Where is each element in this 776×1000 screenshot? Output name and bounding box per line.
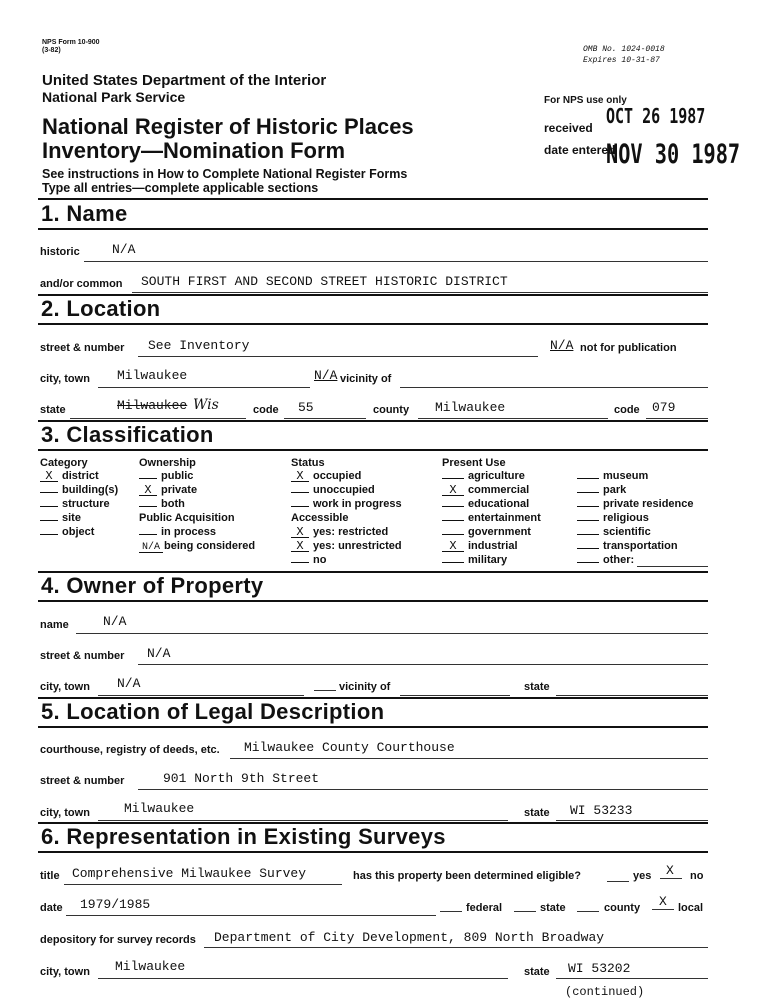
checkbox-row[interactable]: X private [139, 484, 197, 496]
field-line [230, 758, 708, 759]
section-rule [38, 198, 708, 200]
expires-date: Expires 10-31-87 [583, 56, 660, 65]
service-name: National Park Service [42, 89, 186, 105]
field-line [70, 418, 246, 419]
field-line [514, 911, 536, 912]
eligible-question-label: has this property been determined eligible? [353, 870, 581, 882]
depository-state-value: WI 53202 [568, 961, 631, 976]
owner-name-label: name [40, 619, 69, 631]
owner-state-label: state [524, 681, 550, 693]
vicinity-label: vicinity of [340, 373, 392, 385]
checkbox-row[interactable]: other: [577, 554, 634, 566]
owner-street-value: N/A [147, 646, 171, 661]
vicinity-value: N/A [314, 368, 338, 383]
present-use-heading: Present Use [442, 457, 506, 469]
section-rule [38, 851, 708, 853]
checkbox-row[interactable]: N/A being considered [139, 540, 255, 553]
county-code-value: 079 [652, 400, 676, 415]
legal-street-value: 901 North 9th Street [163, 771, 320, 786]
public-acquisition-heading: Public Acquisition [139, 512, 235, 524]
common-name-value: SOUTH FIRST AND SECOND STREET HISTORIC DISTRICT [141, 274, 508, 289]
field-line [418, 418, 608, 419]
checkbox-row[interactable]: museum [577, 470, 648, 482]
field-line [98, 695, 304, 696]
field-line [400, 387, 708, 388]
checkbox-row[interactable]: site [40, 512, 81, 524]
common-name-label: and/or common [40, 278, 123, 290]
checkbox-row[interactable]: X commercial [442, 484, 529, 496]
field-line [138, 789, 708, 790]
checkbox-row[interactable]: agriculture [442, 470, 525, 482]
depository-city-label: city, town [40, 966, 90, 978]
field-line [64, 884, 342, 885]
survey-date-value: 1979/1985 [80, 897, 151, 912]
date-entered-stamp: NOV 30 1987 [606, 139, 741, 170]
section-6-title: 6. Representation in Existing Surveys [41, 824, 446, 849]
owner-vicinity-label: vicinity of [339, 681, 391, 693]
county-value: Milwaukee [435, 400, 506, 415]
location-city-value: Milwaukee [117, 368, 188, 383]
owner-name-value: N/A [103, 614, 127, 629]
accessible-heading: Accessible [291, 512, 349, 524]
checkbox-row[interactable]: structure [40, 498, 110, 510]
status-heading: Status [291, 457, 325, 469]
field-line [646, 418, 708, 419]
section-rule [38, 228, 708, 230]
location-state-value: Milwaukee [117, 398, 188, 413]
field-line [607, 881, 629, 882]
section-rule [38, 449, 708, 451]
date-entered-label: date entered [544, 143, 616, 157]
field-line [284, 418, 366, 419]
level-state-label: state [540, 902, 566, 914]
state-handwritten: Wis [193, 397, 219, 413]
section-2-title: 2. Location [41, 296, 161, 321]
field-line [132, 292, 708, 293]
field-line [98, 387, 310, 388]
received-stamp: OCT 26 1987 [606, 104, 706, 128]
checkbox-row[interactable]: government [442, 526, 531, 538]
depository-city-value: Milwaukee [115, 959, 186, 974]
form-title-line-1: National Register of Historic Places [42, 114, 414, 139]
field-line [440, 911, 462, 912]
section-5-title: 5. Location of Legal Description [41, 699, 385, 724]
eligible-no-label: no [690, 870, 704, 882]
field-line [76, 633, 708, 634]
legal-city-label: city, town [40, 807, 90, 819]
form-number: NPS Form 10-900 [42, 39, 100, 46]
checkbox-row[interactable]: park [577, 484, 626, 496]
county-label: county [373, 404, 410, 416]
section-rule [38, 600, 708, 602]
courthouse-label: courthouse, registry of deeds, etc. [40, 744, 220, 756]
checkbox-row[interactable]: entertainment [442, 512, 541, 524]
checkbox-row[interactable]: building(s) [40, 484, 118, 496]
field-line [556, 978, 708, 979]
nps-use-label: For NPS use only [544, 95, 627, 106]
department-name: United States Department of the Interior [42, 72, 327, 89]
checkbox-row[interactable]: work in progress [291, 498, 402, 510]
eligible-no-mark[interactable]: X [666, 863, 674, 878]
checkbox-row[interactable]: public [139, 470, 193, 482]
form-title-line-2: Inventory—Nomination Form [42, 138, 346, 163]
field-line [577, 911, 599, 912]
owner-city-value: N/A [117, 676, 141, 691]
checkbox-row[interactable]: X district [40, 470, 99, 482]
section-rule [38, 726, 708, 728]
field-line [66, 915, 436, 916]
owner-street-label: street & number [40, 650, 125, 662]
legal-state-label: state [524, 807, 550, 819]
survey-date-label: date [40, 902, 63, 914]
category-heading: Category [40, 457, 88, 469]
level-local-mark[interactable]: X [659, 894, 667, 909]
level-local-label: local [678, 902, 704, 914]
legal-state-value: WI 53233 [570, 803, 633, 818]
depository-label: depository for survey records [40, 934, 196, 946]
checkbox-row[interactable]: scientific [577, 526, 651, 538]
continued-note: (continued) [565, 985, 645, 999]
field-line [556, 820, 708, 821]
section-4-title: 4. Owner of Property [41, 573, 264, 598]
field-line [400, 695, 510, 696]
depository-value: Department of City Development, 809 North Broadway [214, 930, 605, 945]
checkbox-row[interactable]: military [442, 554, 507, 566]
location-city-label: city, town [40, 373, 90, 385]
location-street-label: street & number [40, 342, 125, 354]
level-county-label: county [604, 902, 641, 914]
checkbox-row[interactable]: in process [139, 526, 216, 538]
field-line [314, 690, 336, 691]
checkbox-row[interactable]: private residence [577, 498, 694, 510]
ownership-heading: Ownership [139, 457, 196, 469]
checkbox-row[interactable]: no [291, 554, 326, 566]
not-for-publication-label: not for publication [580, 342, 677, 354]
not-for-publication-value: N/A [550, 338, 574, 353]
form-revision: (3-82) [42, 47, 61, 54]
legal-city-value: Milwaukee [124, 801, 195, 816]
courthouse-value: Milwaukee County Courthouse [244, 740, 455, 755]
checkbox-row[interactable]: educational [442, 498, 529, 510]
checkbox-row[interactable]: X occupied [291, 470, 361, 482]
checkbox-row[interactable]: X yes: unrestricted [291, 540, 402, 552]
survey-title-label: title [40, 870, 60, 882]
field-line [98, 978, 508, 979]
field-line [84, 261, 708, 262]
instructions-line-2: Type all entries—complete applicable sections [42, 181, 319, 195]
section-rule [38, 323, 708, 325]
legal-street-label: street & number [40, 775, 125, 787]
location-state-label: state [40, 404, 66, 416]
field-line [556, 695, 708, 696]
level-federal-label: federal [466, 902, 503, 914]
historic-value: N/A [112, 242, 136, 257]
survey-title-value: Comprehensive Milwaukee Survey [72, 866, 307, 881]
omb-number: OMB No. 1024-0018 [583, 45, 665, 54]
county-code-label: code [614, 404, 640, 416]
field-line [138, 356, 538, 357]
eligible-yes-label: yes [633, 870, 652, 882]
checkbox-row[interactable]: X industrial [442, 540, 518, 552]
state-code-label: code [253, 404, 279, 416]
field-line [652, 909, 674, 910]
field-line [660, 878, 682, 879]
depository-state-label: state [524, 966, 550, 978]
checkbox-row[interactable]: both [139, 498, 185, 510]
field-line [138, 664, 708, 665]
checkbox-row[interactable]: unoccupied [291, 484, 375, 496]
checkbox-row[interactable]: religious [577, 512, 649, 524]
field-line [637, 566, 708, 567]
received-label: received [544, 121, 593, 135]
location-street-value: See Inventory [148, 338, 250, 353]
section-3-title: 3. Classification [41, 422, 214, 447]
field-line [98, 820, 508, 821]
checkbox-row[interactable]: X yes: restricted [291, 526, 388, 538]
section-1-title: 1. Name [41, 201, 128, 226]
checkbox-row[interactable]: transportation [577, 540, 678, 552]
historic-label: historic [40, 246, 80, 258]
state-code-value: 55 [298, 400, 314, 415]
instructions-line-1: See instructions in How to Complete National Register Forms [42, 167, 408, 181]
owner-city-label: city, town [40, 681, 90, 693]
field-line [204, 947, 708, 948]
checkbox-row[interactable]: object [40, 526, 94, 538]
